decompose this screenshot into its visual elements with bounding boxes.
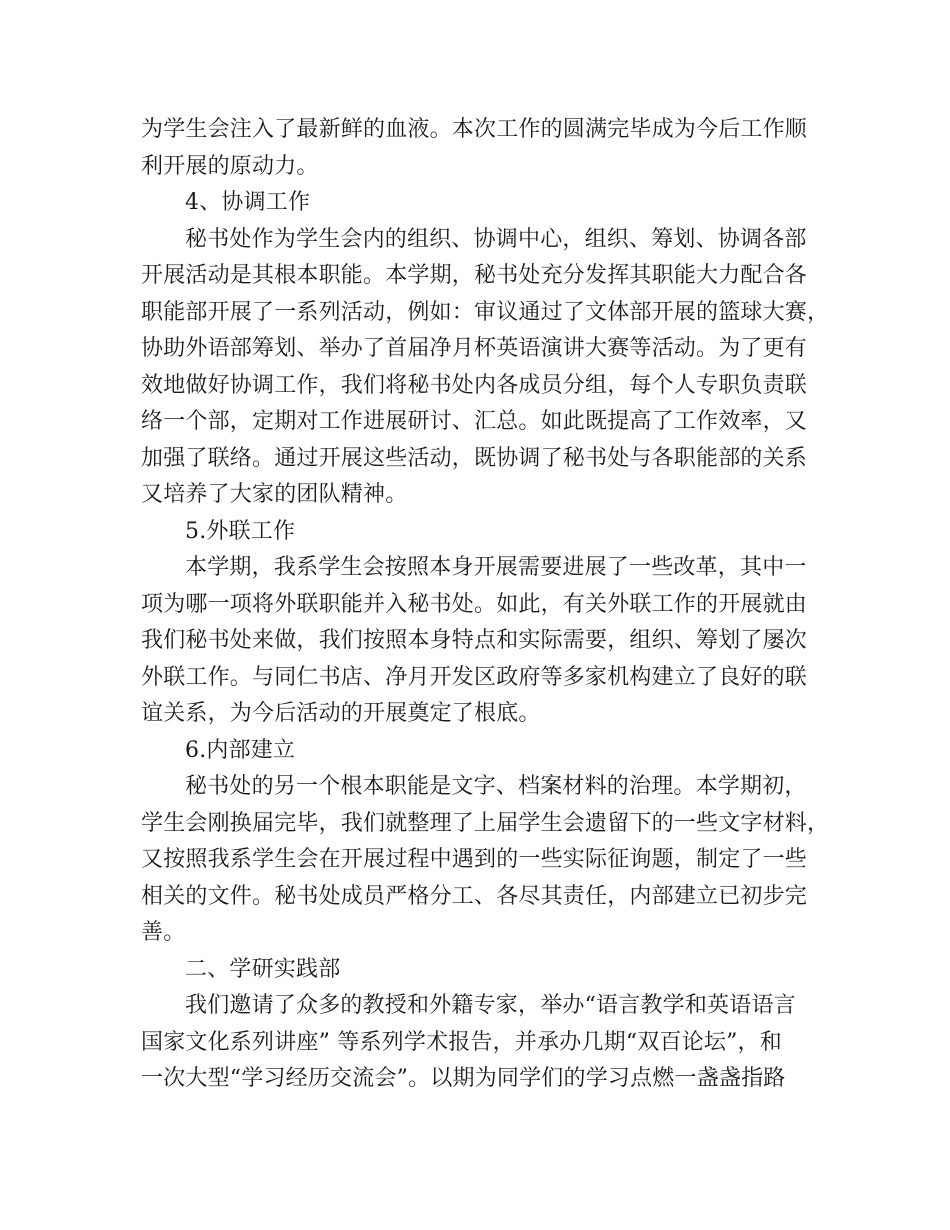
text-line: 本学期，我系学生会按照本身开展需要进展了一些改革，其中一: [185, 555, 807, 580]
section-heading: 6.内部建立: [185, 738, 296, 763]
section-heading: 4、协调工作: [185, 190, 311, 215]
text-line: 利开展的原动力。: [141, 154, 319, 179]
text-line: 又按照我系学生会在开展过程中遇到的一些实际征询题，制定了一些: [141, 847, 808, 872]
text-line: 善。: [141, 920, 186, 945]
text-line: 又培养了大家的团队精神。: [141, 482, 408, 507]
text-line: 加强了联络。通过开展这些活动，既协调了秘书处与各职能部的关系: [141, 446, 808, 471]
text-line: 谊关系，为今后活动的开展奠定了根底。: [141, 701, 541, 726]
text-line: 国家文化系列讲座” 等系列学术报告，并承办几期“双百论坛”，和: [141, 1030, 782, 1055]
text-line: 相关的文件。秘书处成员严格分工、各尽其责任，内部建立已初步完: [141, 884, 808, 909]
text-line: 开展活动是其根本职能。本学期，秘书处充分发挥其职能大力配合各: [141, 263, 808, 288]
text-line: 外联工作。与同仁书店、净月开发区政府等多家机构建立了良好的联: [141, 665, 808, 690]
text-line: 职能部开展了一系列活动，例如：审议通过了文体部开展的篮球大赛，: [141, 300, 830, 325]
text-line: 为学生会注入了最新鲜的血液。本次工作的圆满完毕成为今后工作顺: [141, 117, 808, 142]
text-line: 学生会刚换届完毕，我们就整理了上届学生会遗留下的一些文字材料，: [141, 811, 830, 836]
text-line: 络一个部，定期对工作进展研讨、汇总。如此既提高了工作效率，又: [141, 409, 808, 434]
text-line: 一次大型“学习经历交流会”。以期为同学们的学习点燃一盏盏指路: [141, 1066, 786, 1091]
text-line: 协助外语部筹划、举办了首届净月杯英语演讲大赛等活动。为了更有: [141, 336, 808, 361]
section-heading: 5.外联工作: [185, 519, 296, 544]
text-line: 我们邀请了众多的教授和外籍专家，举办“语言教学和英语语言: [185, 993, 796, 1018]
text-line: 项为哪一项将外联职能并入秘书处。如此，有关外联工作的开展就由: [141, 592, 808, 617]
section-heading: 二、学研实践部: [185, 957, 341, 982]
text-line: 秘书处的另一个根本职能是文字、档案材料的治理。本学期初，: [185, 774, 807, 799]
text-line: 效地做好协调工作，我们将秘书处内各成员分组，每个人专职负责联: [141, 373, 808, 398]
text-line: 我们秘书处来做，我们按照本身特点和实际需要，组织、筹划了屡次: [141, 628, 808, 653]
text-line: 秘书处作为学生会内的组织、协调中心，组织、筹划、协调各部: [185, 227, 807, 252]
